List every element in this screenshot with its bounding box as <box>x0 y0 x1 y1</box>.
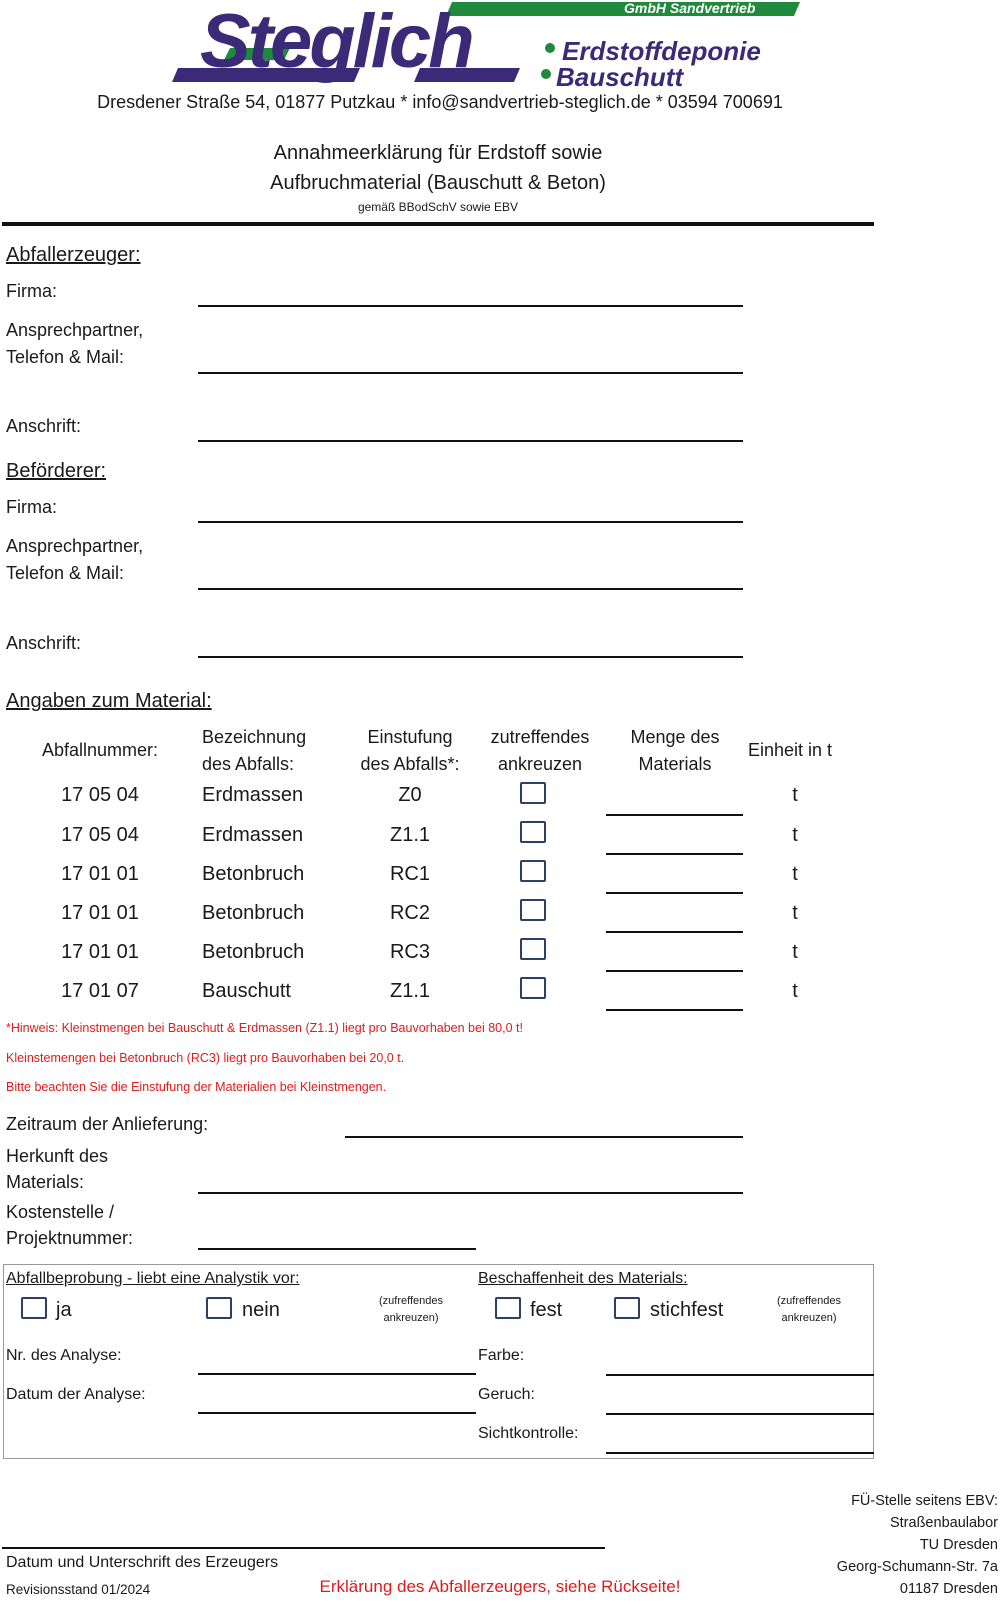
note-kleinstmengen-3: Bitte beachten Sie die Einstufung der Materialien bei Kleinstmengen. <box>6 1080 387 1094</box>
col-header-nr: Abfallnummer: <box>41 740 159 760</box>
field-erzeuger-anschrift[interactable] <box>198 440 743 442</box>
form-subtitle: gemäß BBodSchV sowie EBV <box>357 200 519 214</box>
row-menge-field[interactable] <box>606 814 743 816</box>
fu-stelle-line: Georg-Schumann-Str. 7a <box>836 1559 998 1575</box>
label-stichfest: stichfest <box>650 1299 724 1321</box>
row-checkbox[interactable] <box>520 977 546 999</box>
field-sichtkontrolle[interactable] <box>606 1452 874 1454</box>
label-erzeuger-firma: Firma: <box>6 281 57 301</box>
fu-stelle-line: Straßenbaulabor <box>889 1515 998 1531</box>
field-befoerderer-firma[interactable] <box>198 521 743 523</box>
row-abfallnummer: 17 01 01 <box>61 902 139 924</box>
row-abfallnummer: 17 05 04 <box>61 784 139 806</box>
logo-bullet-erdstoff: Erdstoffdeponie <box>562 36 761 66</box>
label-geruch: Geruch: <box>478 1386 535 1403</box>
row-bezeichnung: Betonbruch <box>202 941 305 963</box>
form-title-line2: Aufbruchmaterial (Bauschutt & Beton) <box>270 172 606 194</box>
section-heading-befoerderer: Beförderer: <box>6 460 107 482</box>
row-einstufung: Z1.1 <box>389 824 431 846</box>
row-checkbox[interactable] <box>520 860 546 882</box>
field-zeitraum[interactable] <box>345 1136 743 1138</box>
col-header-menge-2: Materials <box>638 754 712 774</box>
section-heading-material: Angaben zum Material: <box>6 690 212 712</box>
col-header-ein-2: des Abfalls*: <box>360 754 460 774</box>
row-abfallnummer: 17 01 01 <box>61 941 139 963</box>
logo-wordmark: Steglich <box>200 0 472 84</box>
row-einheit: t <box>792 902 798 924</box>
label-nein: nein <box>242 1299 280 1321</box>
label-herkunft-1: Herkunft des <box>6 1146 109 1166</box>
checkbox-ja[interactable] <box>21 1297 47 1319</box>
row-bezeichnung: Bauschutt <box>202 980 291 1002</box>
row-checkbox[interactable] <box>520 821 546 843</box>
field-analyse-nr[interactable] <box>198 1373 476 1375</box>
field-herkunft[interactable] <box>198 1192 743 1194</box>
note-kleinstmengen-2: Kleinstemengen bei Betonbruch (RC3) liegt pro Bauvorhaben bei 20,0 t. <box>6 1051 405 1065</box>
label-analyse-datum: Datum der Analyse: <box>6 1386 146 1403</box>
logo-tagline: GmbH Sandvertrieb <box>624 0 756 16</box>
row-einstufung: RC2 <box>389 902 430 924</box>
note-kleinstmengen-1: *Hinweis: Kleinstmengen bei Bauschutt & Erdmassen (Z1.1) liegt pro Bauvorhaben bei 80,0 t! <box>6 1021 523 1035</box>
label-sichtkontrolle: Sichtkontrolle: <box>478 1425 579 1442</box>
fu-stelle-line: FÜ-Stelle seitens EBV: <box>851 1493 998 1509</box>
label-farbe: Farbe: <box>478 1347 525 1364</box>
label-erzeuger-ansprech-1: Ansprechpartner, <box>6 320 144 340</box>
row-checkbox[interactable] <box>520 899 546 921</box>
label-befoerderer-ansprech-2: Telefon & Mail: <box>6 563 125 583</box>
col-header-zut-1: zutreffendes <box>490 727 590 747</box>
col-header-zut-2: ankreuzen <box>497 754 583 774</box>
row-menge-field[interactable] <box>606 931 743 933</box>
row-checkbox[interactable] <box>520 782 546 804</box>
signature-field[interactable] <box>2 1547 605 1549</box>
signature-label: Datum und Unterschrift des Erzeugers <box>6 1554 279 1571</box>
analyse-hint-1: (zufreffendes <box>378 1295 443 1307</box>
row-einheit: t <box>792 784 798 806</box>
row-einstufung: Z0 <box>398 784 422 806</box>
analysis-box <box>3 1264 874 1459</box>
col-header-menge-1: Menge des <box>630 727 720 747</box>
label-fest: fest <box>530 1299 563 1321</box>
row-abfallnummer: 17 01 07 <box>61 980 139 1002</box>
fu-stelle-block <box>780 1490 998 1600</box>
row-einstufung: RC1 <box>389 863 430 885</box>
label-herkunft-2: Materials: <box>6 1172 85 1192</box>
row-einstufung: RC3 <box>389 941 430 963</box>
field-farbe[interactable] <box>606 1374 874 1376</box>
label-erzeuger-anschrift: Anschrift: <box>6 416 82 436</box>
row-menge-field[interactable] <box>606 892 743 894</box>
analyse-heading: Abfallbeprobung - liebt eine Analystik vor: <box>6 1270 300 1287</box>
label-befoerderer-anschrift: Anschrift: <box>6 633 82 653</box>
row-einheit: t <box>792 980 798 1002</box>
analyse-hint-2: ankreuzen) <box>383 1312 439 1324</box>
beschaffenheit-hint-1: (zufreffendes <box>776 1295 841 1307</box>
field-befoerderer-ansprech[interactable] <box>198 588 743 590</box>
section-heading-erzeuger: Abfallerzeuger: <box>6 244 141 266</box>
row-einheit: t <box>792 824 798 846</box>
checkbox-fest[interactable] <box>495 1297 521 1319</box>
field-erzeuger-ansprech[interactable] <box>198 372 743 374</box>
label-erzeuger-ansprech-2: Telefon & Mail: <box>6 347 125 367</box>
form-title-line1: Annahmeerklärung für Erdstoff sowie <box>273 142 603 164</box>
field-geruch[interactable] <box>606 1413 874 1415</box>
field-befoerderer-anschrift[interactable] <box>198 656 743 658</box>
label-analyse-nr: Nr. des Analyse: <box>6 1347 122 1364</box>
row-bezeichnung: Betonbruch <box>202 863 305 885</box>
fu-stelle-line: 01187 Dresden <box>899 1581 998 1597</box>
checkbox-nein[interactable] <box>206 1297 232 1319</box>
label-befoerderer-firma: Firma: <box>6 497 57 517</box>
col-header-einheit: Einheit in t <box>747 740 833 760</box>
row-bezeichnung: Erdmassen <box>202 824 304 846</box>
field-kostenstelle[interactable] <box>198 1248 476 1250</box>
logo-bullet-bauschutt: Bauschutt <box>556 62 684 92</box>
checkbox-stichfest[interactable] <box>614 1297 640 1319</box>
row-menge-field[interactable] <box>606 853 743 855</box>
row-einheit: t <box>792 863 798 885</box>
field-analyse-datum[interactable] <box>198 1412 476 1414</box>
title-divider <box>2 222 874 226</box>
row-abfallnummer: 17 05 04 <box>61 824 139 846</box>
col-header-bez-2: des Abfalls: <box>202 754 295 774</box>
label-kosten-1: Kostenstelle / <box>6 1202 115 1222</box>
row-einheit: t <box>792 941 798 963</box>
col-header-ein-1: Einstufung <box>367 727 453 747</box>
reverse-side-hint: Erklärung des Abfallerzeugers, siehe Rückseite! <box>319 1577 681 1596</box>
company-address: Dresdener Straße 54, 01877 Putzkau * info@sandvertrieb-steglich.de * 03594 700691 <box>97 92 783 112</box>
row-einstufung: Z1.1 <box>389 980 431 1002</box>
fu-stelle-line: TU Dresden <box>919 1537 998 1553</box>
col-header-bez-1: Bezeichnung <box>202 727 307 747</box>
revision-label: Revisionsstand 01/2024 <box>6 1582 151 1597</box>
row-bezeichnung: Erdmassen <box>202 784 304 806</box>
row-checkbox[interactable] <box>520 938 546 960</box>
row-menge-field[interactable] <box>606 1009 743 1011</box>
row-menge-field[interactable] <box>606 970 743 972</box>
label-befoerderer-ansprech-1: Ansprechpartner, <box>6 536 144 556</box>
row-abfallnummer: 17 01 01 <box>61 863 139 885</box>
label-kosten-2: Projektnummer: <box>6 1228 134 1248</box>
field-erzeuger-firma[interactable] <box>198 305 743 307</box>
beschaffenheit-hint-2: ankreuzen) <box>781 1312 837 1324</box>
beschaffenheit-heading: Beschaffenheit des Materials: <box>478 1270 688 1287</box>
label-ja: ja <box>56 1299 72 1321</box>
label-zeitraum: Zeitraum der Anlieferung: <box>6 1114 209 1134</box>
row-bezeichnung: Betonbruch <box>202 902 305 924</box>
